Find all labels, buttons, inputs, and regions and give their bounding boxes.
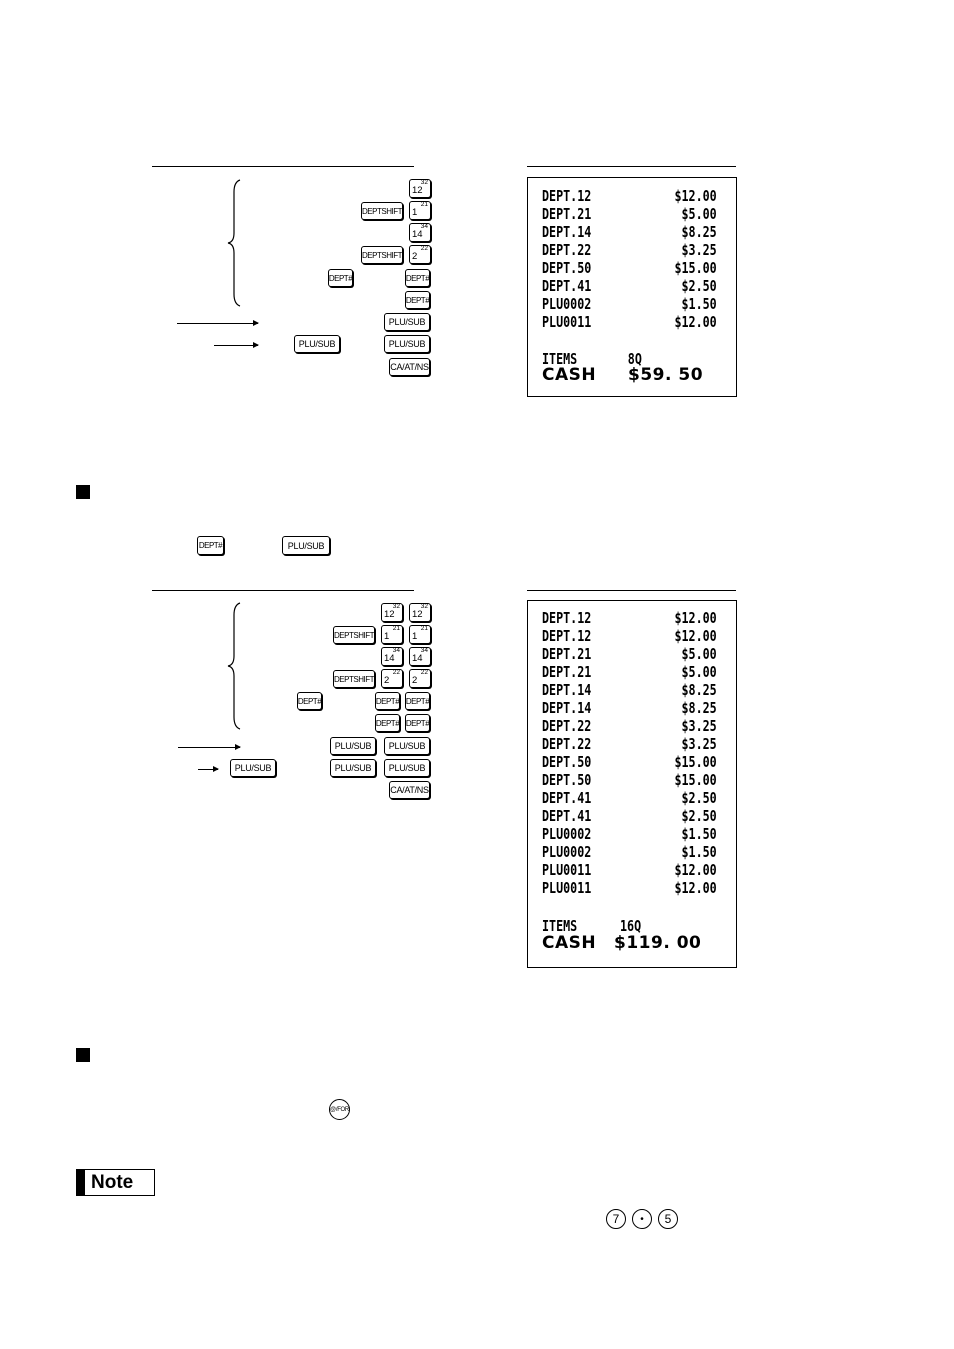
receipt-line: DEPT.14 $8.25 xyxy=(542,699,717,717)
dept-key-2[interactable]: 2 22 xyxy=(409,669,431,688)
key-operation-rule-2 xyxy=(152,590,414,591)
receipt-line: PLU0011 $12.00 xyxy=(542,861,717,879)
cash-total-line: CASH $59. 50 xyxy=(542,365,704,385)
dept-key-2[interactable]: 2 22 xyxy=(381,669,403,688)
ca-at-ns-key[interactable]: CA/AT/NS xyxy=(389,358,430,376)
ca-at-ns-key[interactable]: CA/AT/NS xyxy=(389,781,430,799)
dept-hash-key[interactable]: DEPT# xyxy=(375,714,400,732)
plu-sub-key[interactable]: PLU/SUB xyxy=(384,313,430,331)
dept-hash-key[interactable]: DEPT# xyxy=(405,291,430,309)
dept-key-12[interactable]: 12 32 xyxy=(381,603,403,622)
receipt-line: DEPT.41 $2.50 xyxy=(542,807,717,825)
dept-key-14[interactable]: 14 34 xyxy=(409,223,431,242)
arrow-right-icon xyxy=(178,747,240,748)
plu-sub-key[interactable]: PLU/SUB xyxy=(330,759,376,777)
plu-sub-key[interactable]: PLU/SUB xyxy=(230,759,276,777)
plu-sub-key[interactable]: PLU/SUB xyxy=(384,759,430,777)
note-bar xyxy=(77,1170,85,1195)
dept-hash-key[interactable]: DEPT# xyxy=(328,269,353,287)
dept-key-1[interactable]: 1 21 xyxy=(381,625,403,644)
dept-key-1[interactable]: 1 21 xyxy=(409,625,431,644)
brace-2 xyxy=(226,601,244,731)
plu-sub-key[interactable]: PLU/SUB xyxy=(282,536,330,555)
receipt-line: PLU0011 $12.00 xyxy=(542,313,717,331)
receipt-line: DEPT.22 $3.25 xyxy=(542,735,717,753)
receipt-line: PLU0002 $1.50 xyxy=(542,825,717,843)
deptshift-key[interactable]: DEPTSHIFT xyxy=(333,626,375,644)
deptshift-key[interactable]: DEPTSHIFT xyxy=(361,202,403,220)
at-for-key[interactable]: @/FOR xyxy=(329,1099,350,1120)
receipt-line: DEPT.22 $3.25 xyxy=(542,241,717,259)
plu-sub-key[interactable]: PLU/SUB xyxy=(384,335,430,353)
dept-key-14[interactable]: 14 34 xyxy=(409,647,431,666)
receipt-line: DEPT.14 $8.25 xyxy=(542,681,717,699)
note-tag xyxy=(76,1169,155,1196)
dept-hash-key[interactable]: DEPT# xyxy=(297,692,322,710)
key-operation-rule-1 xyxy=(152,166,414,167)
receipt-line: DEPT.50 $15.00 xyxy=(542,259,717,277)
receipt-line: PLU0011 $12.00 xyxy=(542,879,717,897)
receipt-line: DEPT.14 $8.25 xyxy=(542,223,717,241)
arrow-right-icon xyxy=(214,345,258,346)
plu-sub-key[interactable]: PLU/SUB xyxy=(384,737,430,755)
plu-sub-key[interactable]: PLU/SUB xyxy=(294,335,340,353)
section-bullet xyxy=(76,1048,90,1062)
print-rule-2 xyxy=(527,590,736,591)
dept-key-1[interactable]: 1 21 xyxy=(409,201,431,220)
decimal-point-key[interactable]: • xyxy=(632,1209,652,1229)
dept-hash-key[interactable]: DEPT# xyxy=(405,269,430,287)
receipt-line: DEPT.21 $5.00 xyxy=(542,645,717,663)
receipt-line: DEPT.50 $15.00 xyxy=(542,771,717,789)
arrow-right-icon xyxy=(177,323,258,324)
dept-key-14[interactable]: 14 34 xyxy=(381,647,403,666)
deptshift-key[interactable]: DEPTSHIFT xyxy=(333,670,375,688)
receipt-line: DEPT.21 $5.00 xyxy=(542,205,717,223)
print-rule-1 xyxy=(527,166,736,167)
items-count-line: ITEMS 16Q xyxy=(542,917,642,935)
receipt-line: DEPT.22 $3.25 xyxy=(542,717,717,735)
receipt-1 xyxy=(527,177,737,397)
dept-key-2[interactable]: 2 22 xyxy=(409,245,431,264)
receipt-line: DEPT.50 $15.00 xyxy=(542,753,717,771)
dept-hash-key[interactable]: DEPT# xyxy=(405,692,430,710)
note-label: Note xyxy=(91,1171,134,1193)
receipt-line: DEPT.41 $2.50 xyxy=(542,277,717,295)
dept-hash-key[interactable]: DEPT# xyxy=(405,714,430,732)
receipt-line: DEPT.41 $2.50 xyxy=(542,789,717,807)
plu-sub-key[interactable]: PLU/SUB xyxy=(330,737,376,755)
items-count-line: ITEMS 8Q xyxy=(542,350,642,368)
numeric-key-7[interactable]: 7 xyxy=(606,1209,626,1229)
arrow-right-icon xyxy=(198,769,218,770)
receipt-line: DEPT.12 $12.00 xyxy=(542,187,717,205)
section-bullet xyxy=(76,485,90,499)
dept-hash-key[interactable]: DEPT# xyxy=(197,536,224,555)
receipt-line: DEPT.12 $12.00 xyxy=(542,627,717,645)
receipt-line: DEPT.12 $12.00 xyxy=(542,609,717,627)
dept-key-12[interactable]: 12 32 xyxy=(409,603,431,622)
numeric-key-5[interactable]: 5 xyxy=(658,1209,678,1229)
dept-key-12[interactable]: 12 32 xyxy=(409,179,431,198)
brace-1 xyxy=(226,178,244,308)
receipt-2 xyxy=(527,600,737,968)
dept-hash-key[interactable]: DEPT# xyxy=(375,692,400,710)
receipt-line: PLU0002 $1.50 xyxy=(542,295,717,313)
cash-total-line: CASH $119. 00 xyxy=(542,933,702,953)
receipt-line: PLU0002 $1.50 xyxy=(542,843,717,861)
deptshift-key[interactable]: DEPTSHIFT xyxy=(361,246,403,264)
receipt-line: DEPT.21 $5.00 xyxy=(542,663,717,681)
